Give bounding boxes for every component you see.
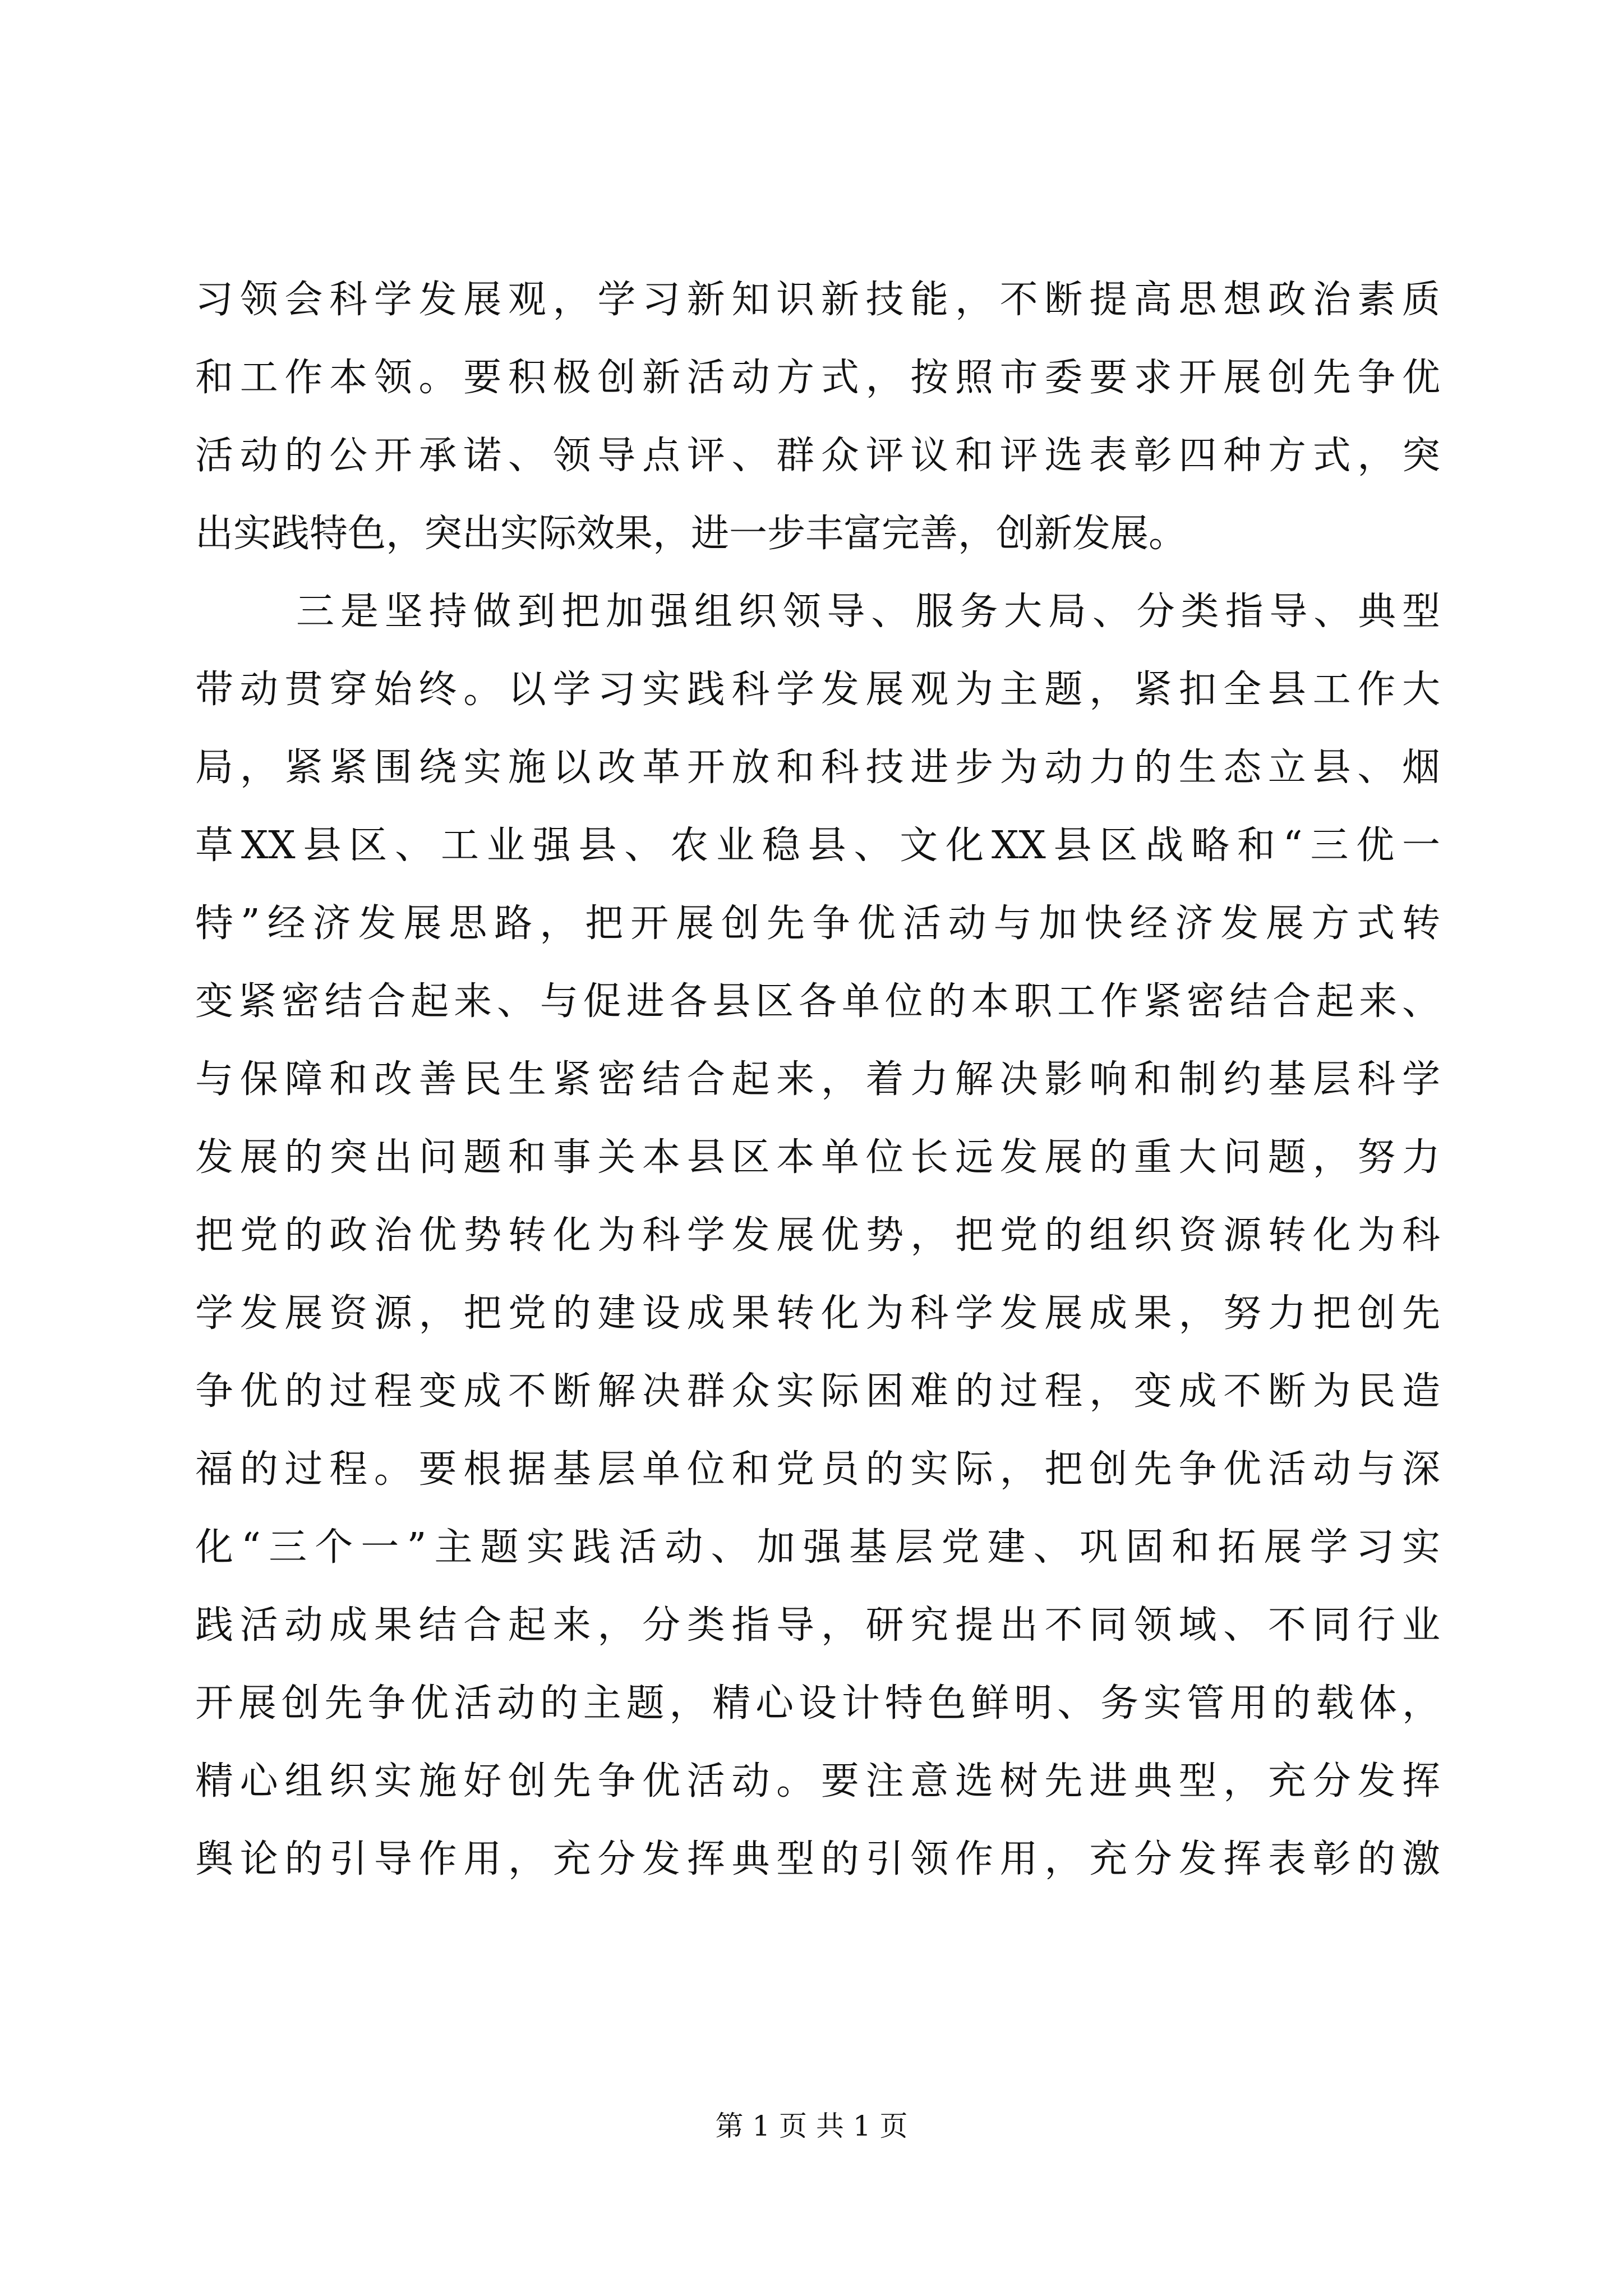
page-footer: [0, 2106, 1623, 2146]
text-line: 出实践特色，突出实际效果，进一步丰富完善，创新发展。: [195, 512, 1187, 556]
text-line: 践活动成果结合起来，分类指导，研究提出不同领域、不同行业: [195, 1603, 1440, 1648]
text-line: 习领会科学发展观，学习新知识新技能，不断提高思想政治素质: [195, 278, 1440, 322]
text-line: 争优的过程变成不断解决群众实际困难的过程，变成不断为民造: [195, 1369, 1440, 1414]
text-line: 把党的政治优势转化为科学发展优势，把党的组织资源转化为科: [195, 1213, 1440, 1258]
text-line: 福的过程。要根据基层单位和党员的实际，把创先争优活动与深: [195, 1447, 1440, 1492]
text-line: 和工作本领。要积极创新活动方式，按照市委要求开展创先争优: [195, 356, 1440, 400]
text-line: 与保障和改善民生紧密结合起来，着力解决影响和制约基层科学: [195, 1057, 1440, 1102]
text-line: 发展的突出问题和事关本县区本单位长远发展的重大问题，努力: [195, 1135, 1440, 1180]
document-body: [195, 261, 1440, 1898]
page-number-label: 第 1 页 共 1 页: [715, 2110, 908, 2142]
text-line: 舆论的引导作用，充分发挥典型的引领作用，充分发挥表彰的激: [195, 1837, 1440, 1881]
paragraph-first-line: 三是坚持做到把加强组织领导、服务大局、分类指导、典型: [296, 590, 1440, 634]
text-line: 变紧密结合起来、与促进各县区各单位的本职工作紧密结合起来、: [195, 979, 1440, 1024]
text-line: 学发展资源，把党的建设成果转化为科学发展成果，努力把创先: [195, 1291, 1440, 1336]
text-line: 开展创先争优活动的主题，精心设计特色鲜明、务实管用的载体，: [195, 1681, 1440, 1726]
text-line: 局，紧紧围绕实施以改革开放和科技进步为动力的生态立县、烟: [195, 746, 1440, 790]
text-line: 化“三个一”主题实践活动、加强基层党建、巩固和拓展学习实: [195, 1525, 1440, 1570]
text-line: 活动的公开承诺、领导点评、群众评议和评选表彰四种方式，突: [195, 434, 1440, 478]
text-line: 带动贯穿始终。以学习实践科学发展观为主题，紧扣全县工作大: [195, 668, 1440, 712]
text-line: 特”经济发展思路，把开展创先争优活动与加快经济发展方式转: [195, 901, 1440, 946]
text-line: 精心组织实施好创先争优活动。要注意选树先进典型，充分发挥: [195, 1759, 1440, 1803]
text-line: 草XX县区、工业强县、农业稳县、文化XX县区战略和“三优一: [195, 823, 1440, 868]
